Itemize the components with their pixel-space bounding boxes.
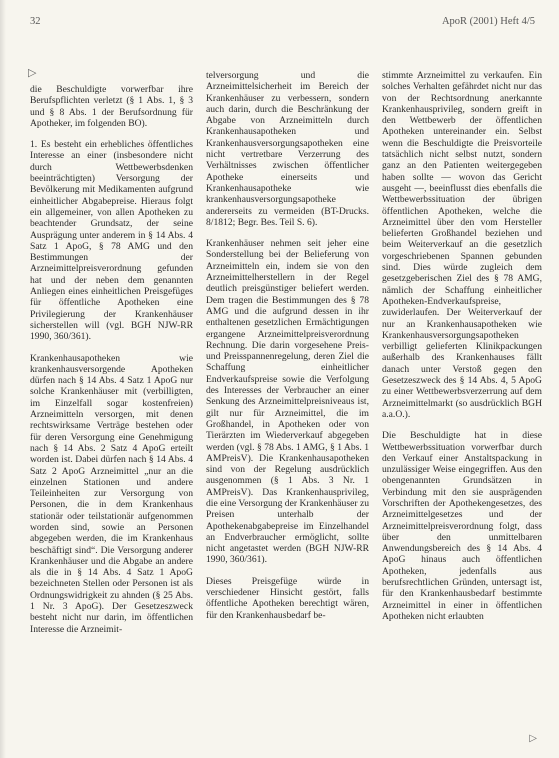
continuation-marker: ▷ xyxy=(28,67,37,79)
journal-reference: ApoR (2001) Heft 4/5 xyxy=(441,16,535,27)
text-column-2 xyxy=(206,70,369,631)
paragraph: die Beschuldigte vorwerfbar ihre Berufspflichten verletzt (§ 1 Abs. 1, § 3 und § 8 Abs. 1 der Berufsordnung für Apotheker, im folgenden BO). xyxy=(30,84,193,129)
continuation-marker-end: ▷ xyxy=(529,733,537,744)
text-column-3 xyxy=(382,70,542,632)
paragraph: Krankenhäuser nehmen seit jeher eine Sonderstellung bei der Belieferung von Arzneimitteln ein, indem sie von den Arzneimittelherstellern in der Regel deutlich preisgünstiger beliefert werden. Dem tragen die Bestimmungen des § 78 AMG und die aufgrund dessen in ihr enthaltenen gesetzlichen Ermächtigungen ergangene Arzneimittelpreisverordnung Rechnung. Die darin vorgesehene Preis- und Preisspannenregelung, deren Ziel die Schaffung einheitlicher Endverkaufspreise sowie die Verfolgung des Interesses der Verbraucher an einer Senkung des Arzneimittelpreisniveaus ist, gilt nur für Arzneimittel, die im Großhandel, in Apotheken oder von Tierärzten im Wiederverkauf abgegeben werden (vgl. § 78 Abs. 1 AMG, § 1 Abs. 1 AMPreisV). Die Krankenhausapotheken sind von der Regelung ausdrücklich ausgenommen (§ 1 Abs. 3 Nr. 1 AMPreisV). Das Krankenhausprivileg, die eine Versorgung der Krankenhäuser zu Preisen unterhalb der Apothekenabgabepreise im Einzelhandel an Endverbraucher ermöglicht, sollte nicht angetastet werden (BGH NJW-RR 1990, 360/361). xyxy=(206,238,369,566)
page-number: 32 xyxy=(30,16,41,27)
text-column-1 xyxy=(30,84,193,645)
paragraph: Krankenhausapotheken wie krankenhausversorgende Apotheken dürfen nach § 14 Abs. 4 Satz 1 ApoG nur solche Krankenhäuser mit (verbilligten, im Einzelfall sogar kostenfreien) Arzneimitteln versorgen, mit denen rechtswirksame Verträge bestehen oder für deren Versorgung eine Genehmigung nach § 14 Abs. 2 Satz 4 ApoG erteilt worden ist. Dabei dürfen nach § 14 Abs. 4 Satz 2 ApoG Arzneimittel „nur an die einzelnen Stationen und andere Teileinheiten zur Versorgung von Personen, die in dem Krankenhaus stationär oder teilstationär aufgenommen worden sind, sowie an Personen abgegeben werden, die im Krankenhaus beschäftigt sind“. Die Versorgung anderer Krankenhäuser und die Abgabe an andere als die in § 14 Abs. 4 Satz 1 ApoG bezeichneten Stellen oder Personen ist als Ordnungswidrigkeit zu ahnden (§ 25 Abs. 1 Nr. 3 ApoG). Der Gesetzeszweck besteht nicht nur darin, im öffentlichen Interesse die Arzneimit- xyxy=(30,352,193,635)
paragraph: Dieses Preisgefüge würde in verschiedener Hinsicht gestört, falls öffentliche Apotheken berechtigt wären, für den Krankenhausbedarf be- xyxy=(206,575,369,621)
paragraph: Die Beschuldigte hat in diese Wettbewerbssituation vorwerfbar durch den Verkauf einer Anstaltspackung in unzulässiger Weise eingegriffen. Aus den obengenannten Grundsätzen in Verbindung mit den sie ausprägenden Vorschriften der Apothekengesetzes, des Arzneimittelgesetzes und der Arzneimittelpreisverordnung folgt, dass über den unmittelbaren Anwendungsbereich des § 14 Abs. 4 ApoG hinaus auch öffentlichen Apotheken, jedenfalls aus berufsrechtlichen Gründen, untersagt ist, für den Krankenhausbedarf bestimmte Arzneimittel in einer in öffentlichen Apotheken nicht erlaubten xyxy=(382,430,542,622)
paragraph: telversorgung und die Arzneimittelsicherheit im Bereich der Krankenhäuser zu verbessern, sondern auch darin, durch die Beschränkung der Abgabe von Arzneimitteln durch Krankenhausapotheken und Krankenhausversorgungsapotheken eine nicht vertretbare Verzerrung des Verhältnisses zwischen öffentlicher Apotheke einerseits und Krankenhausapotheke wie krankenhausversorgungsapotheke andererseits zu vermeiden (BT-Drucks. 8/1812; Begr. Bes. Teil S. 6). xyxy=(206,70,369,228)
paragraph: stimmte Arzneimittel zu verkaufen. Ein solches Verhalten gefährdet nicht nur das von der Rechtsordnung anerkannte Krankenhausprivileg, sondern greift in den Wettbewerb der öffentlichen Apotheken untereinander ein. Selbst wenn die Beschuldigte die Preisvorteile tatsächlich nicht selbst nutzt, sondern ganz an den Patienten weitergegeben haben sollte — wovon das Gericht ausgeht —, beeinflusst dies ebenfalls die Wettbewerbssituation der übrigen öffentlichen Apotheken, welche die Arzneimittel über den vom Hersteller belieferten Großhandel beziehen und beim Weiterverkauf an die gesetzlich vorgeschriebenen Spannen gebunden sind. Dies würde zugleich dem gesetzgeberischen Ziel des § 78 AMG, nämlich der Schaffung einheitlicher Apotheken-Endverkaufspreise, zuwiderlaufen. Der Weiterverkauf der nur an Krankenhausapotheken wie Krankenhausversorgungsapotheken verbilligt gelieferten Klinikpackungen außerhalb des Krankenhauses fällt danach unter Verstoß gegen den Gesetzeszweck des § 14 Abs. 4, 5 ApoG zu einer Wettbewerbsverzerrung auf dem Arzneimittelmarkt (so ausdrücklich BGH a.a.O.). xyxy=(382,70,542,420)
paragraph: 1. Es besteht ein erhebliches öffentliches Interesse an einer (insbesondere nicht durch Wettbewerbsdenken beeinträchtigten) Versorgung der Bevölkerung mit Medikamenten aufgrund einheitlicher Abgabepreise. Hieraus folgt ein allgemeiner, von allen Apotheken zu beachtender Grundsatz, der seine Ausprägung unter anderem in § 14 Abs. 4 Satz 1 ApoG, § 78 AMG und den Bestimmungen der Arzneimittelpreisverordnung gefunden hat und der neben dem genannten Anliegen eines einheitlichen Preisgefüges für öffentliche Apotheken eine Privilegierung der Krankenhäuser sicherstellen will (vgl. BGH NJW-RR 1990, 360/361). xyxy=(30,139,193,343)
page-fold-shadow xyxy=(0,0,6,758)
page-header xyxy=(30,16,535,32)
